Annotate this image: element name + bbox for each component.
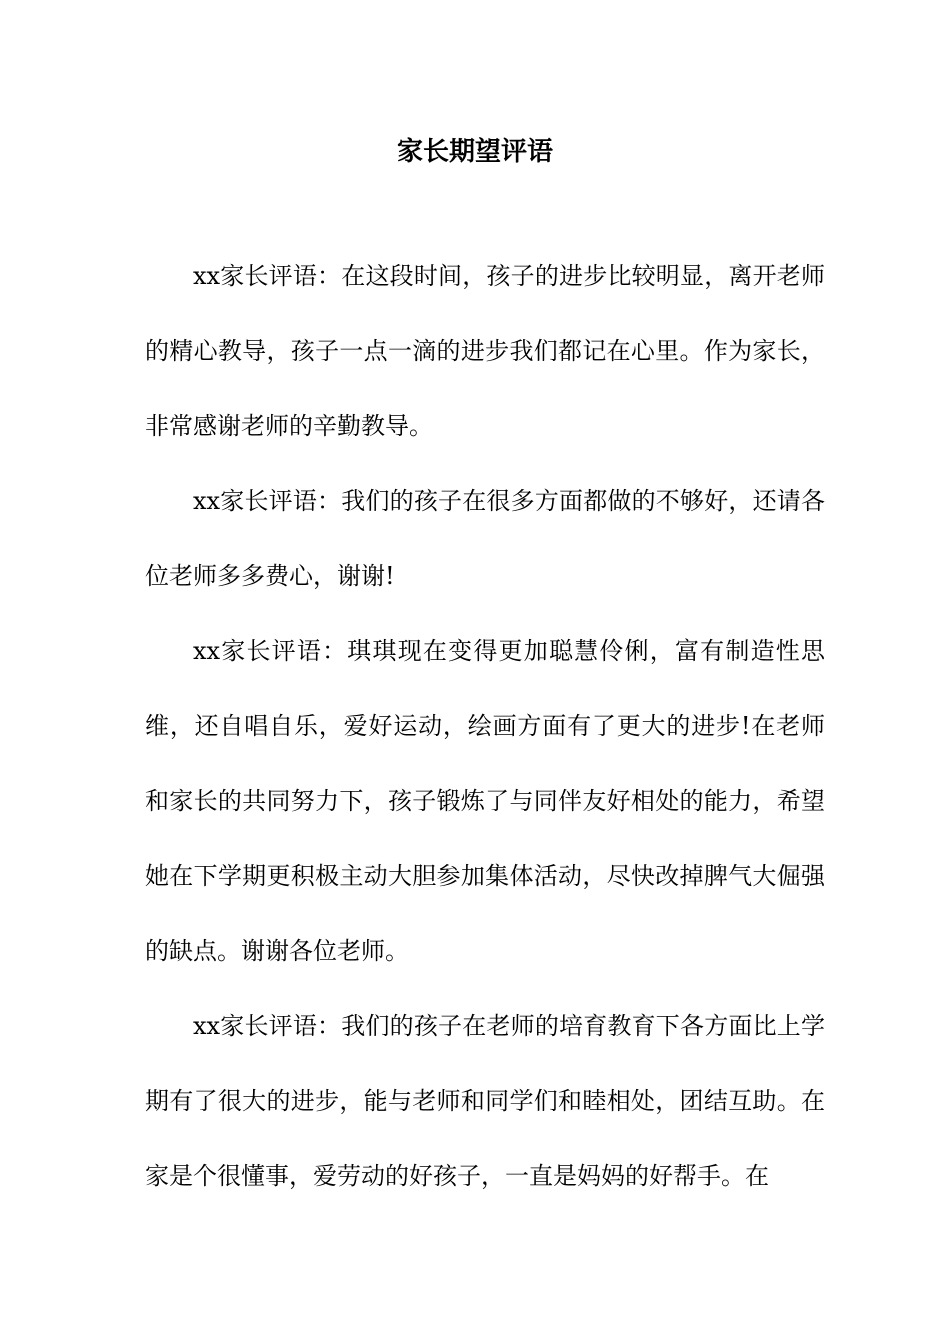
paragraph-2: xx家长评语：我们的孩子在很多方面都做的不够好，还请各位老师多多费心，谢谢!: [145, 487, 825, 590]
paragraph-1: xx家长评语：在这段时间，孩子的进步比较明显，离开老师的精心教导，孩子一点一滴的进步我们都记在心里。作为家长，非常感谢老师的辛勤教导。: [145, 262, 825, 440]
paragraph-3: xx家长评语：琪琪现在变得更加聪慧伶俐，富有制造性思维，还自唱自乐，爱好运动，绘画方面有了更大的进步!在老师和家长的共同努力下，孩子锻炼了与同伴友好相处的能力，希望她在下学期更积极主动大胆参加集体活动，尽快改掉脾气大倔强的缺点。谢谢各位老师。: [145, 637, 825, 965]
paragraph-4: xx家长评语：我们的孩子在老师的培育教育下各方面比上学期有了很大的进步，能与老师和同学们和睦相处，团结互助。在家是个很懂事，爱劳动的好孩子，一直是妈妈的好帮手。在: [145, 1012, 825, 1190]
document-title: 家长期望评语: [396, 137, 553, 167]
document-body: [145, 239, 825, 1214]
